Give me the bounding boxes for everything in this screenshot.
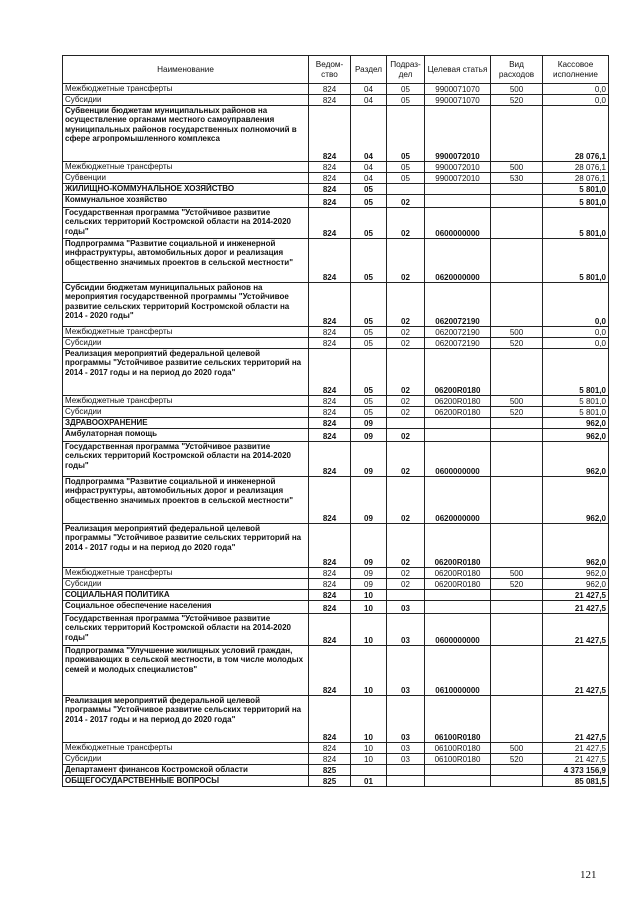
cell-expense-type: [491, 283, 543, 327]
cell-target: [425, 418, 491, 429]
table-row: [63, 601, 609, 614]
cell-subsection: 05: [387, 84, 425, 95]
cell-amount: 5 801,0: [543, 396, 609, 407]
cell-dept: 824: [309, 173, 351, 184]
cell-target: 0620072190: [425, 338, 491, 349]
table-row: [63, 429, 609, 442]
table-row: [63, 95, 609, 106]
cell-amount: 28 076,1: [543, 106, 609, 162]
cell-dept: 824: [309, 407, 351, 418]
table-row: [63, 239, 609, 283]
cell-subsection: 05: [387, 106, 425, 162]
budget-table: [62, 55, 609, 787]
cell-target: [425, 776, 491, 787]
cell-subsection: [387, 184, 425, 195]
cell-amount: 0,0: [543, 95, 609, 106]
cell-name: Реализация мероприятий федеральной целевой программы "Устойчивое развитие сельских территорий на 2014 - 2017 годы и на период до 2020 года": [63, 349, 309, 396]
cell-amount: 962,0: [543, 477, 609, 524]
header-amount: Кассовое исполнение: [543, 56, 609, 84]
table-row: [63, 84, 609, 95]
cell-target: 0600000000: [425, 442, 491, 477]
cell-target: 9900072010: [425, 106, 491, 162]
table-body: [63, 84, 609, 787]
cell-name: Департамент финансов Костромской области: [63, 765, 309, 776]
table-row: [63, 184, 609, 195]
cell-dept: 824: [309, 184, 351, 195]
cell-name: СОЦИАЛЬНАЯ ПОЛИТИКА: [63, 590, 309, 601]
table-row: [63, 765, 609, 776]
cell-expense-type: [491, 442, 543, 477]
cell-target: [425, 765, 491, 776]
cell-subsection: 02: [387, 442, 425, 477]
table-row: [63, 106, 609, 162]
cell-amount: 962,0: [543, 524, 609, 568]
table-row: [63, 579, 609, 590]
cell-amount: 5 801,0: [543, 407, 609, 418]
cell-amount: 0,0: [543, 338, 609, 349]
cell-dept: 824: [309, 327, 351, 338]
cell-subsection: [387, 418, 425, 429]
table-row: [63, 162, 609, 173]
cell-name: Межбюджетные трансферты: [63, 162, 309, 173]
cell-amount: 5 801,0: [543, 195, 609, 208]
cell-amount: 962,0: [543, 429, 609, 442]
cell-expense-type: [491, 646, 543, 696]
cell-amount: 962,0: [543, 579, 609, 590]
cell-amount: 5 801,0: [543, 239, 609, 283]
cell-amount: 962,0: [543, 568, 609, 579]
cell-target: 06100R0180: [425, 754, 491, 765]
cell-amount: 5 801,0: [543, 184, 609, 195]
cell-name: Субсидии: [63, 754, 309, 765]
cell-dept: 824: [309, 524, 351, 568]
cell-dept: 824: [309, 743, 351, 754]
cell-target: 06200R0180: [425, 568, 491, 579]
cell-subsection: 05: [387, 162, 425, 173]
cell-amount: 21 427,5: [543, 601, 609, 614]
cell-target: 9900072010: [425, 162, 491, 173]
cell-expense-type: [491, 429, 543, 442]
cell-amount: 0,0: [543, 84, 609, 95]
cell-subsection: 02: [387, 283, 425, 327]
cell-name: Подпрограмма "Улучшение жилищных условий граждан, проживающих в сельской местности, в том числе молодых семей и молодых специалистов": [63, 646, 309, 696]
cell-subsection: 03: [387, 754, 425, 765]
cell-amount: 21 427,5: [543, 614, 609, 646]
cell-dept: 824: [309, 646, 351, 696]
cell-subsection: 02: [387, 208, 425, 239]
cell-subsection: 03: [387, 743, 425, 754]
cell-name: Подпрограмма "Развитие социальной и инженерной инфраструктуры, автомобильных дорог и реализация общественно значимых проектов в сельской местности": [63, 477, 309, 524]
cell-dept: 824: [309, 696, 351, 743]
cell-name: Реализация мероприятий федеральной целевой программы "Устойчивое развитие сельских территорий на 2014 - 2017 годы и на период до 2020 года": [63, 696, 309, 743]
cell-name: Субсидии бюджетам муниципальных районов на мероприятия государственной программы "Устойчивое развитие сельских территорий Костромской области на 2014 - 2020 годы": [63, 283, 309, 327]
cell-name: Межбюджетные трансферты: [63, 396, 309, 407]
cell-subsection: 03: [387, 614, 425, 646]
header-name: Наименование: [63, 56, 309, 84]
cell-subsection: 03: [387, 696, 425, 743]
cell-amount: 4 373 156,9: [543, 765, 609, 776]
table-row: [63, 396, 609, 407]
cell-section: 04: [351, 95, 387, 106]
cell-target: 06200R0180: [425, 396, 491, 407]
cell-amount: 85 081,5: [543, 776, 609, 787]
cell-section: 09: [351, 477, 387, 524]
cell-subsection: 02: [387, 396, 425, 407]
cell-dept: 824: [309, 84, 351, 95]
cell-expense-type: [491, 477, 543, 524]
cell-expense-type: 500: [491, 568, 543, 579]
cell-section: 05: [351, 396, 387, 407]
cell-subsection: 02: [387, 579, 425, 590]
cell-amount: 28 076,1: [543, 162, 609, 173]
header-row: [63, 56, 609, 84]
table-row: [63, 283, 609, 327]
cell-dept: 824: [309, 283, 351, 327]
cell-amount: 21 427,5: [543, 743, 609, 754]
cell-expense-type: [491, 614, 543, 646]
cell-expense-type: [491, 524, 543, 568]
header-section: Раздел: [351, 56, 387, 84]
table-row: [63, 173, 609, 184]
cell-name: Подпрограмма "Развитие социальной и инженерной инфраструктуры, автомобильных дорог и реализация общественно значимых проектов в сельской местности": [63, 239, 309, 283]
cell-dept: 824: [309, 162, 351, 173]
cell-target: 06100R0180: [425, 743, 491, 754]
cell-target: 06200R0180: [425, 579, 491, 590]
cell-expense-type: 520: [491, 579, 543, 590]
cell-section: 09: [351, 418, 387, 429]
cell-dept: 824: [309, 418, 351, 429]
cell-subsection: 02: [387, 524, 425, 568]
cell-amount: 5 801,0: [543, 349, 609, 396]
cell-name: Субсидии: [63, 338, 309, 349]
cell-section: [351, 765, 387, 776]
cell-name: Субвенции: [63, 173, 309, 184]
cell-target: [425, 601, 491, 614]
cell-name: Субсидии: [63, 407, 309, 418]
cell-amount: 5 801,0: [543, 208, 609, 239]
cell-section: 05: [351, 349, 387, 396]
cell-target: 9900072010: [425, 173, 491, 184]
cell-name: Коммунальное хозяйство: [63, 195, 309, 208]
cell-subsection: 02: [387, 568, 425, 579]
cell-target: 06100R0180: [425, 696, 491, 743]
cell-target: 0620072190: [425, 283, 491, 327]
cell-dept: 824: [309, 442, 351, 477]
cell-expense-type: [491, 418, 543, 429]
cell-dept: 825: [309, 765, 351, 776]
table-row: [63, 524, 609, 568]
table-row: [63, 407, 609, 418]
cell-dept: 824: [309, 754, 351, 765]
cell-amount: 21 427,5: [543, 754, 609, 765]
cell-dept: 824: [309, 579, 351, 590]
cell-target: [425, 429, 491, 442]
cell-expense-type: 520: [491, 407, 543, 418]
cell-subsection: 02: [387, 407, 425, 418]
cell-expense-type: 500: [491, 162, 543, 173]
cell-section: 09: [351, 568, 387, 579]
cell-target: 0600000000: [425, 208, 491, 239]
header-target: Целевая статья: [425, 56, 491, 84]
cell-expense-type: [491, 239, 543, 283]
table-row: [63, 349, 609, 396]
cell-section: 05: [351, 195, 387, 208]
cell-dept: 824: [309, 349, 351, 396]
cell-section: 10: [351, 696, 387, 743]
cell-dept: 824: [309, 208, 351, 239]
cell-expense-type: [491, 776, 543, 787]
cell-section: 10: [351, 614, 387, 646]
cell-subsection: 03: [387, 646, 425, 696]
cell-expense-type: 520: [491, 95, 543, 106]
cell-name: Межбюджетные трансферты: [63, 84, 309, 95]
cell-section: 09: [351, 524, 387, 568]
table-row: [63, 590, 609, 601]
cell-target: 0610000000: [425, 646, 491, 696]
cell-section: 04: [351, 162, 387, 173]
cell-dept: 824: [309, 195, 351, 208]
cell-expense-type: 530: [491, 173, 543, 184]
cell-amount: 21 427,5: [543, 646, 609, 696]
cell-dept: 824: [309, 614, 351, 646]
cell-expense-type: 500: [491, 743, 543, 754]
cell-dept: 824: [309, 590, 351, 601]
cell-target: [425, 590, 491, 601]
cell-section: 04: [351, 106, 387, 162]
cell-amount: 21 427,5: [543, 696, 609, 743]
cell-name: Межбюджетные трансферты: [63, 743, 309, 754]
cell-section: 10: [351, 743, 387, 754]
cell-target: 06200R0180: [425, 349, 491, 396]
table-row: [63, 208, 609, 239]
cell-name: Межбюджетные трансферты: [63, 327, 309, 338]
cell-amount: 21 427,5: [543, 590, 609, 601]
cell-dept: 824: [309, 477, 351, 524]
cell-target: 9900071070: [425, 84, 491, 95]
cell-expense-type: [491, 765, 543, 776]
cell-target: 06200R0180: [425, 524, 491, 568]
cell-target: 0620000000: [425, 477, 491, 524]
cell-amount: 962,0: [543, 442, 609, 477]
cell-name: ЗДРАВООХРАНЕНИЕ: [63, 418, 309, 429]
table-row: [63, 477, 609, 524]
cell-expense-type: 520: [491, 754, 543, 765]
table-row: [63, 195, 609, 208]
cell-expense-type: 520: [491, 338, 543, 349]
cell-section: 10: [351, 754, 387, 765]
cell-expense-type: 500: [491, 84, 543, 95]
cell-dept: 824: [309, 95, 351, 106]
cell-name: ОБЩЕГОСУДАРСТВЕННЫЕ ВОПРОСЫ: [63, 776, 309, 787]
cell-section: 09: [351, 442, 387, 477]
cell-section: 10: [351, 646, 387, 696]
cell-amount: 0,0: [543, 327, 609, 338]
table-row: [63, 568, 609, 579]
page-number: 121: [580, 869, 597, 881]
cell-section: 09: [351, 579, 387, 590]
cell-target: 06200R0180: [425, 407, 491, 418]
cell-section: 05: [351, 283, 387, 327]
cell-section: 10: [351, 601, 387, 614]
cell-subsection: 03: [387, 601, 425, 614]
cell-target: 0620072190: [425, 327, 491, 338]
cell-expense-type: [491, 601, 543, 614]
cell-name: Социальное обеспечение населения: [63, 601, 309, 614]
cell-name: Межбюджетные трансферты: [63, 568, 309, 579]
cell-target: [425, 195, 491, 208]
cell-dept: 824: [309, 429, 351, 442]
cell-subsection: [387, 590, 425, 601]
cell-section: 04: [351, 173, 387, 184]
cell-expense-type: [491, 208, 543, 239]
cell-name: Реализация мероприятий федеральной целевой программы "Устойчивое развитие сельских территорий на 2014 - 2017 годы и на период до 2020 года": [63, 524, 309, 568]
cell-amount: 28 076,1: [543, 173, 609, 184]
table-row: [63, 754, 609, 765]
cell-expense-type: [491, 590, 543, 601]
table-row: [63, 646, 609, 696]
cell-subsection: 02: [387, 239, 425, 283]
cell-expense-type: [491, 349, 543, 396]
cell-expense-type: [491, 106, 543, 162]
cell-dept: 824: [309, 338, 351, 349]
cell-section: 05: [351, 239, 387, 283]
cell-name: Государственная программа "Устойчивое развитие сельских территорий Костромской области на 2014-2020 годы": [63, 208, 309, 239]
cell-dept: 825: [309, 776, 351, 787]
cell-name: Субсидии: [63, 579, 309, 590]
cell-amount: 962,0: [543, 418, 609, 429]
cell-name: Государственная программа "Устойчивое развитие сельских территорий Костромской области на 2014-2020 годы": [63, 614, 309, 646]
cell-subsection: 02: [387, 327, 425, 338]
cell-expense-type: 500: [491, 396, 543, 407]
cell-subsection: 05: [387, 95, 425, 106]
cell-name: Субсидии: [63, 95, 309, 106]
cell-section: 05: [351, 338, 387, 349]
cell-section: 01: [351, 776, 387, 787]
table-row: [63, 338, 609, 349]
cell-target: 0600000000: [425, 614, 491, 646]
cell-target: [425, 184, 491, 195]
table-row: [63, 327, 609, 338]
cell-section: 05: [351, 407, 387, 418]
cell-dept: 824: [309, 601, 351, 614]
table-row: [63, 418, 609, 429]
cell-name: Амбулаторная помощь: [63, 429, 309, 442]
cell-subsection: 02: [387, 195, 425, 208]
table-row: [63, 776, 609, 787]
cell-section: 05: [351, 184, 387, 195]
cell-subsection: 02: [387, 429, 425, 442]
table-row: [63, 442, 609, 477]
cell-target: 0620000000: [425, 239, 491, 283]
cell-subsection: 02: [387, 349, 425, 396]
cell-amount: 0,0: [543, 283, 609, 327]
cell-name: Государственная программа "Устойчивое развитие сельских территорий Костромской области на 2014-2020 годы": [63, 442, 309, 477]
cell-dept: 824: [309, 396, 351, 407]
header-subsection: Подраз-дел: [387, 56, 425, 84]
cell-target: 9900071070: [425, 95, 491, 106]
header-dept: Ведом-ство: [309, 56, 351, 84]
cell-expense-type: 500: [491, 327, 543, 338]
cell-subsection: [387, 765, 425, 776]
cell-expense-type: [491, 195, 543, 208]
header-expense-type: Вид расходов: [491, 56, 543, 84]
cell-name: ЖИЛИЩНО-КОММУНАЛЬНОЕ ХОЗЯЙСТВО: [63, 184, 309, 195]
cell-dept: 824: [309, 239, 351, 283]
cell-section: 09: [351, 429, 387, 442]
cell-expense-type: [491, 696, 543, 743]
cell-section: 05: [351, 208, 387, 239]
table-row: [63, 743, 609, 754]
cell-name: Субвенции бюджетам муниципальных районов на осуществление органами местного самоуправления муниципальных районов государственных полномочий в сфере агропромышленного комплекса: [63, 106, 309, 162]
cell-section: 10: [351, 590, 387, 601]
table-row: [63, 614, 609, 646]
cell-section: 04: [351, 84, 387, 95]
cell-dept: 824: [309, 568, 351, 579]
cell-dept: 824: [309, 106, 351, 162]
cell-subsection: [387, 776, 425, 787]
table-row: [63, 696, 609, 743]
cell-subsection: 02: [387, 338, 425, 349]
cell-section: 05: [351, 327, 387, 338]
cell-subsection: 02: [387, 477, 425, 524]
cell-subsection: 05: [387, 173, 425, 184]
cell-expense-type: [491, 184, 543, 195]
